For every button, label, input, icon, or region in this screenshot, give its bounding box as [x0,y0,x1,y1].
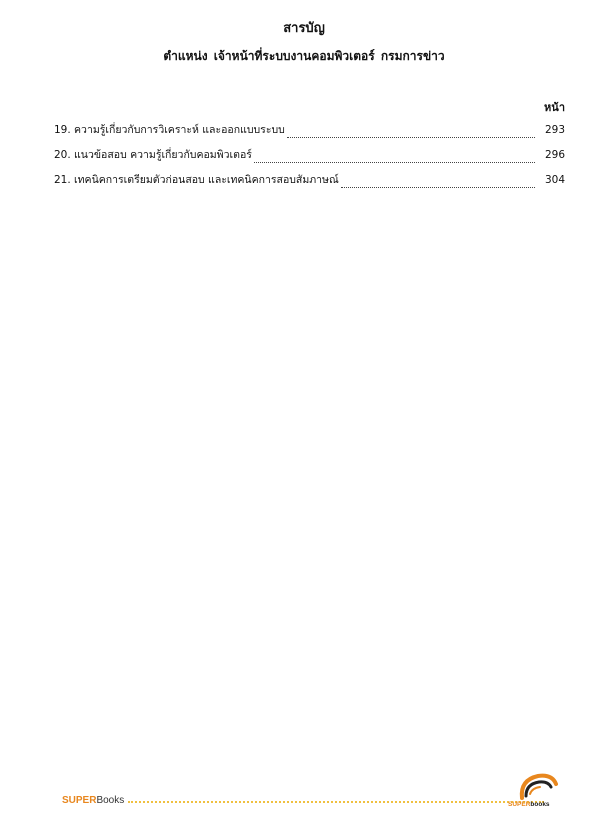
toc-leader-dots [254,161,535,163]
footer-brand [62,795,124,806]
toc-entry-title: 19. ความรู้เกี่ยวกับการวิเคราะห์ และออกแบบระบบ [54,124,285,136]
toc-entry[interactable] [54,146,565,171]
toc-leader-dots [287,136,535,138]
page-footer [62,795,548,806]
toc-entry-title: 21. เทคนิคการเตรียมตัวก่อนสอบ และเทคนิคการสอบสัมภาษณ์ [54,174,339,186]
page-column-header: หน้า [544,101,565,114]
toc-entry-page: 293 [544,124,565,136]
toc-leader-dots [341,186,535,188]
toc-entry-page: 296 [544,149,565,161]
toc-entry[interactable] [54,171,565,196]
footer-brand-super: SUPER [62,795,97,806]
table-of-contents [54,121,565,196]
logo-wordmark-super: SUPER [508,801,531,808]
logo-wordmark-books: books [530,801,550,808]
toc-entry-page: 304 [544,174,565,186]
document-title: สารบัญ [283,21,325,36]
footer-dotted-line [128,801,544,803]
footer-brand-books: Books [96,795,125,806]
document-subtitle: ตำแหน่ง เจ้าหน้าที่ระบบงานคอมพิวเตอร์ กรมการข่าว [163,49,445,63]
logo-wordmark [508,801,550,808]
toc-entry[interactable] [54,121,565,146]
toc-entry-title: 20. แนวข้อสอบ ความรู้เกี่ยวกับคอมพิวเตอร์ [54,149,252,161]
